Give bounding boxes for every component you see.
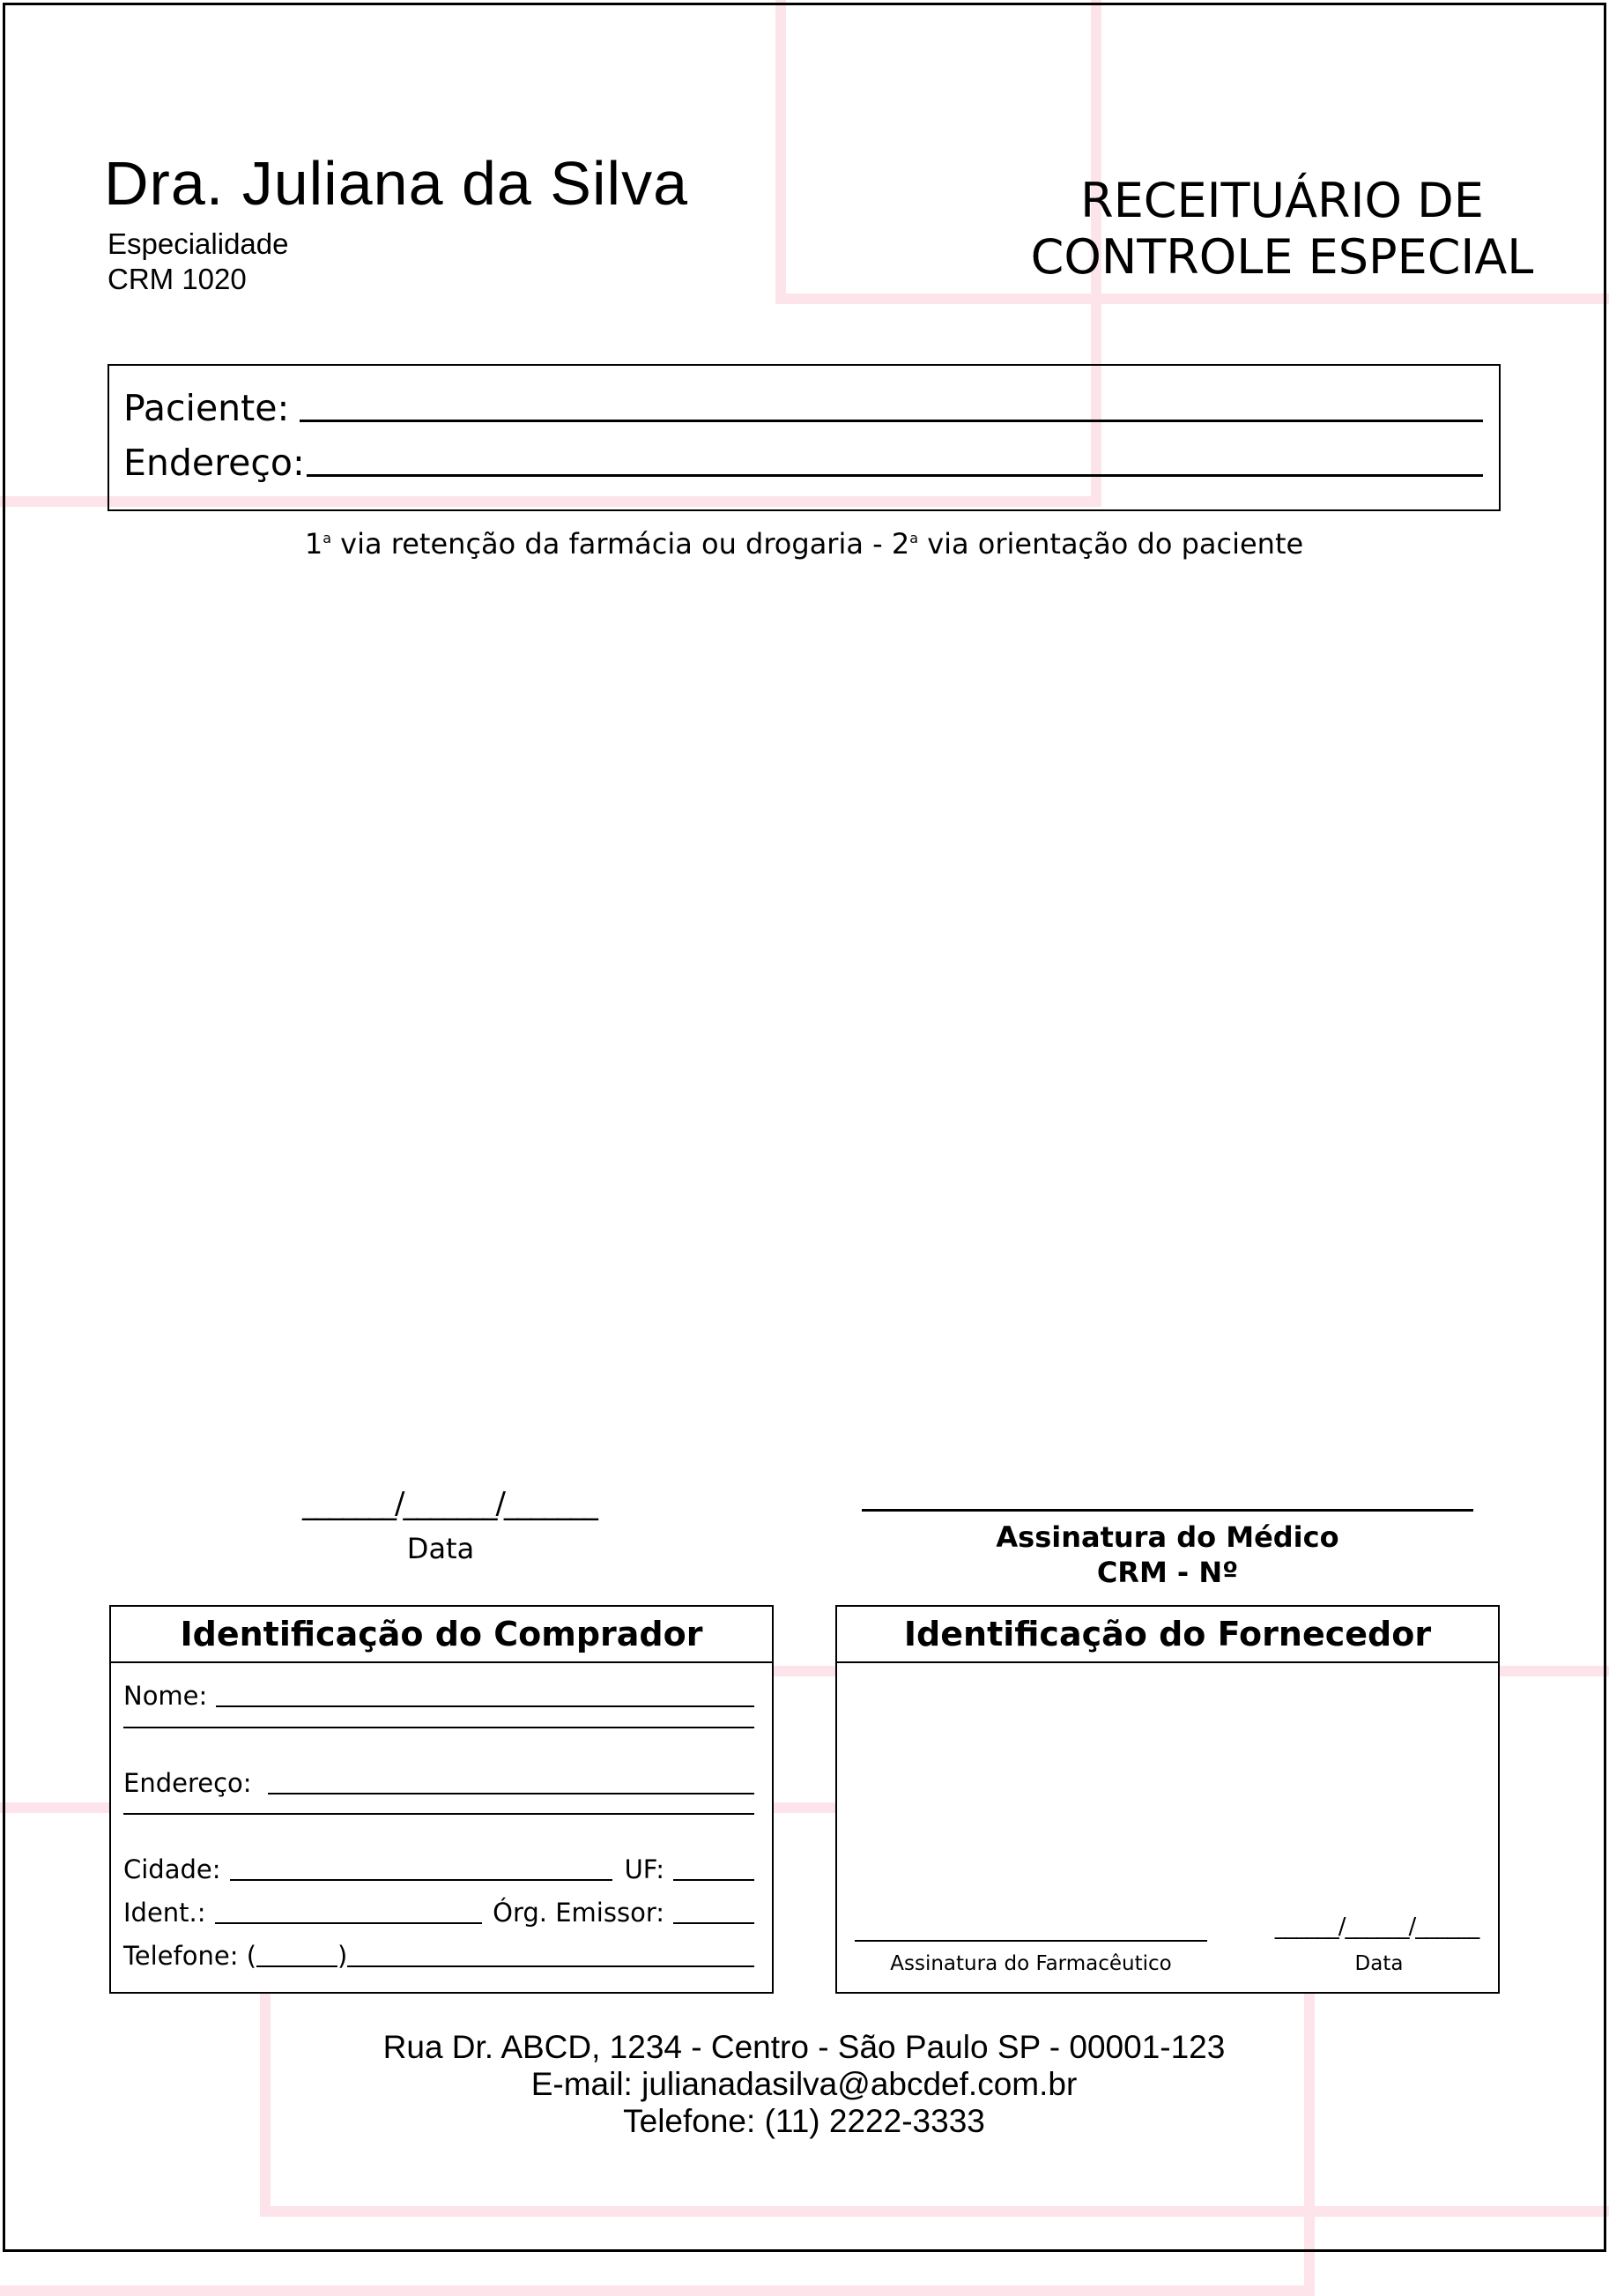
patient-address-line[interactable]	[307, 474, 1483, 477]
buyer-phone-line[interactable]	[347, 1965, 754, 1967]
buyer-city-field[interactable]	[123, 1854, 754, 1884]
buyer-ident-line[interactable]	[215, 1922, 483, 1924]
second-copy-text: via orientação do paciente	[918, 527, 1304, 561]
footer-address: Rua Dr. ABCD, 1234 - Centro - São Paulo SP - 00001-123	[382, 2029, 1226, 2065]
buyer-phone-label: Telefone: (	[123, 1941, 257, 1971]
doctor-name: Dra. Juliana da Silva	[104, 149, 688, 218]
doctor-signature-line[interactable]	[862, 1509, 1473, 1512]
pharmacist-signature-line[interactable]	[855, 1940, 1207, 1942]
prescription-date-line[interactable]: _______/_______/_______	[302, 1486, 597, 1521]
patient-box	[108, 364, 1501, 511]
buyer-address-line-2[interactable]	[123, 1811, 754, 1815]
buyer-address-line[interactable]	[268, 1793, 754, 1794]
patient-address-label: Endereço:	[123, 442, 305, 484]
patient-name-line[interactable]	[300, 420, 1483, 422]
document-title-line-1: RECEITUÁRIO DE	[1080, 173, 1484, 228]
buyer-name-label: Nome:	[123, 1681, 208, 1711]
document-title-line-2: CONTROLE ESPECIAL	[1030, 229, 1534, 285]
supplier-date-label: Data	[1354, 1952, 1404, 1975]
buyer-city-line[interactable]	[230, 1879, 612, 1881]
buyer-address-continuation[interactable]	[123, 1811, 754, 1818]
first-copy-text: via retenção da farmácia ou drogaria -	[331, 527, 892, 561]
second-copy-ordinal: a	[909, 530, 919, 546]
patient-name-label: Paciente:	[123, 387, 290, 429]
footer-email: E-mail: julianadasilva@abcdef.com.br	[530, 2066, 1078, 2102]
supplier-identification-title: Identificação do Fornecedor	[837, 1607, 1498, 1663]
document-title	[952, 173, 1609, 286]
buyer-ident-label: Ident.:	[123, 1898, 206, 1928]
first-copy-number: 1	[304, 527, 323, 561]
footer-phone: Telefone: (11) 2222-3333	[623, 2103, 985, 2139]
buyer-uf-label: UF:	[624, 1854, 664, 1884]
patient-address-field[interactable]	[123, 442, 1483, 484]
first-copy-ordinal: a	[323, 530, 331, 546]
buyer-org-line[interactable]	[673, 1922, 754, 1924]
buyer-address-label: Endereço:	[123, 1768, 252, 1798]
supplier-identification-box	[835, 1605, 1500, 1994]
copy-instructions	[108, 527, 1501, 561]
buyer-phone-field[interactable]	[123, 1941, 754, 1971]
doctor-crm: CRM 1020	[108, 263, 247, 295]
buyer-identification-title: Identificação do Comprador	[111, 1607, 772, 1663]
buyer-phone-close: )	[337, 1941, 348, 1971]
buyer-city-label: Cidade:	[123, 1854, 221, 1884]
prescription-date-label: Data	[406, 1532, 475, 1565]
doctor-specialty: Especialidade	[108, 227, 289, 260]
buyer-phone-area-line[interactable]	[256, 1965, 337, 1967]
buyer-name-continuation[interactable]	[123, 1725, 754, 1732]
buyer-ident-field[interactable]	[123, 1898, 754, 1928]
supplier-date-line[interactable]: ______/______/______	[1274, 1913, 1479, 1940]
second-copy-number: 2	[891, 527, 910, 561]
pharmacist-signature-label: Assinatura do Farmacêutico	[890, 1952, 1172, 1975]
buyer-name-field[interactable]	[123, 1681, 754, 1711]
buyer-name-line[interactable]	[216, 1705, 754, 1707]
buyer-address-field[interactable]	[123, 1768, 754, 1798]
buyer-org-label: Órg. Emissor:	[493, 1898, 664, 1928]
patient-name-field[interactable]	[123, 387, 1483, 429]
buyer-name-line-2[interactable]	[123, 1725, 754, 1728]
buyer-identification-box	[109, 1605, 774, 1994]
doctor-crm-label: CRM - Nº	[1096, 1556, 1239, 1589]
doctor-signature-label: Assinatura do Médico	[996, 1520, 1339, 1554]
buyer-uf-line[interactable]	[673, 1879, 754, 1881]
